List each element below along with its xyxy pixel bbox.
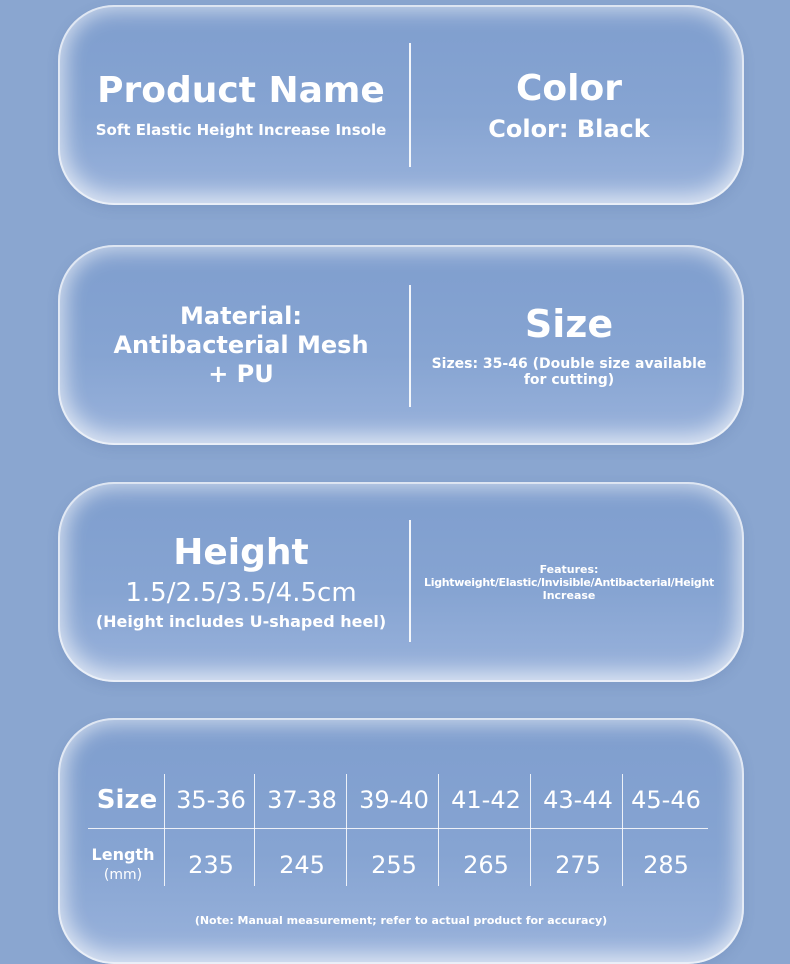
size-cell: 37-38 — [267, 786, 337, 814]
size-title: Size — [524, 302, 614, 346]
column-divider — [164, 774, 165, 886]
size-cell: 43-44 — [543, 786, 613, 814]
height-title: Height — [173, 532, 309, 573]
size-cell: 41-42 — [451, 786, 521, 814]
size-cell: 39-40 — [359, 786, 429, 814]
size-cell: 45-46 — [631, 786, 701, 814]
length-label: Length — [91, 845, 155, 864]
features-section — [414, 482, 724, 682]
height-note: (Height includes U-shaped heel) — [95, 612, 387, 631]
column-divider — [530, 774, 531, 886]
card2-divider — [409, 285, 411, 407]
column-divider — [438, 774, 439, 886]
material-value-line2: + PU — [208, 359, 274, 388]
material-value-line1: Antibacterial Mesh — [113, 330, 369, 359]
length-cell: 275 — [555, 851, 601, 879]
product-name-card — [58, 5, 744, 205]
material-section — [78, 245, 404, 445]
product-name-value: Soft Elastic Height Increase Insole — [95, 121, 387, 139]
length-cell: 285 — [643, 851, 689, 879]
size-cell: 35-36 — [176, 786, 246, 814]
length-cell: 255 — [371, 851, 417, 879]
length-unit: (mm) — [103, 867, 143, 883]
features-list-line2: Increase — [542, 588, 596, 602]
size-section — [414, 245, 724, 445]
length-row-label — [88, 836, 158, 894]
card1-divider — [409, 43, 411, 167]
product-name-title: Product Name — [97, 70, 385, 111]
length-cell: 265 — [463, 851, 509, 879]
size-range-line1: Sizes: 35-46 (Double size available — [431, 356, 707, 372]
table-row — [88, 836, 708, 894]
size-range-line2: for cutting) — [523, 372, 615, 388]
length-cell: 245 — [279, 851, 325, 879]
color-title: Color — [516, 67, 622, 109]
height-features-card — [58, 482, 744, 682]
column-divider — [254, 774, 255, 886]
material-size-card — [58, 245, 744, 445]
height-section — [78, 482, 404, 682]
material-label: Material: — [180, 301, 302, 330]
color-value: Color: Black — [488, 114, 650, 143]
length-cell: 235 — [188, 851, 234, 879]
height-values: 1.5/2.5/3.5/4.5cm — [125, 578, 357, 608]
size-chart-table — [88, 772, 708, 894]
product-name-section — [78, 5, 404, 205]
size-row-label: Size — [96, 785, 158, 815]
measurement-note: (Note: Manual measurement; refer to actual product for accuracy) — [194, 914, 608, 927]
color-section — [414, 5, 724, 205]
table-row — [88, 772, 708, 828]
features-label: Features: — [539, 562, 599, 576]
column-divider — [622, 774, 623, 886]
features-list-line1: Lightweight/Elastic/Invisible/Antibacterial/Height — [424, 575, 714, 589]
card3-divider — [409, 520, 411, 642]
column-divider — [346, 774, 347, 886]
size-chart-card — [58, 718, 744, 964]
